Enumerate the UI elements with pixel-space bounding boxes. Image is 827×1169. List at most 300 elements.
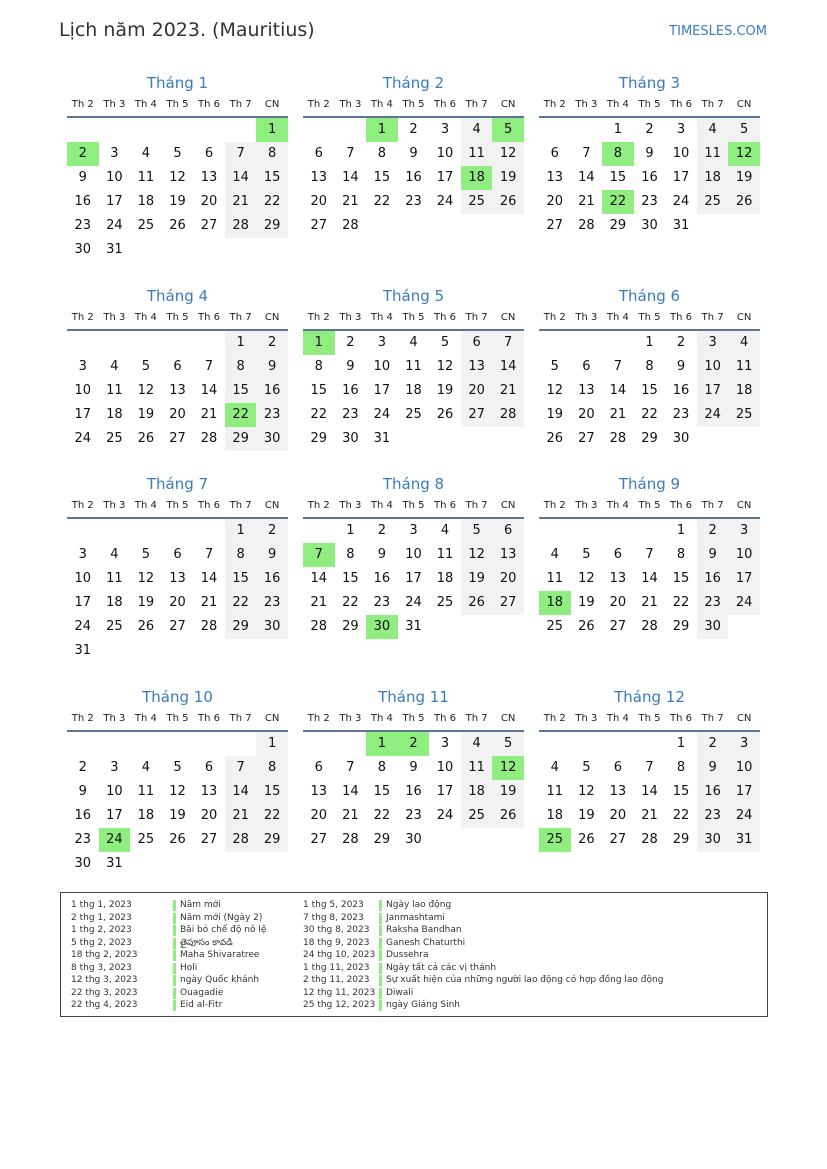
- day-cell[interactable]: 17: [74, 407, 92, 422]
- day-cell[interactable]: 23: [672, 407, 690, 422]
- day-cell[interactable]: 24: [74, 431, 92, 446]
- day-cell[interactable]: 8: [314, 359, 323, 374]
- day-cell[interactable]: 2: [256, 331, 288, 355]
- day-cell[interactable]: 2: [645, 122, 654, 137]
- day-cell[interactable]: 4: [409, 335, 418, 350]
- day-cell[interactable]: 7: [225, 142, 257, 166]
- day-cell[interactable]: 16: [373, 571, 391, 586]
- day-cell[interactable]: 11: [436, 547, 454, 562]
- day-cell[interactable]: 19: [492, 166, 524, 190]
- day-cell[interactable]: 24: [436, 808, 454, 823]
- day-cell[interactable]: 11: [405, 359, 422, 374]
- day-cell[interactable]: 30: [405, 832, 422, 847]
- day-cell[interactable]: 11: [461, 756, 493, 780]
- day-cell[interactable]: 5: [728, 118, 760, 142]
- day-cell[interactable]: 5: [141, 547, 151, 562]
- day-cell[interactable]: 17: [436, 170, 454, 185]
- day-cell[interactable]: 19: [169, 808, 186, 823]
- day-cell[interactable]: 6: [582, 359, 591, 374]
- day-cell[interactable]: 22: [373, 194, 391, 209]
- day-cell[interactable]: 2: [256, 519, 288, 543]
- day-cell[interactable]: 21: [225, 190, 257, 214]
- day-cell[interactable]: 6: [173, 359, 182, 374]
- day-cell[interactable]: 12: [137, 383, 155, 398]
- day-cell[interactable]: 2: [697, 519, 729, 543]
- day-cell[interactable]: 14: [609, 383, 627, 398]
- day-cell[interactable]: 20: [200, 808, 218, 823]
- day-cell[interactable]: 4: [728, 331, 760, 355]
- day-cell[interactable]: 13: [546, 170, 564, 185]
- day-cell[interactable]: 6: [550, 146, 559, 161]
- day-cell[interactable]: 18: [436, 571, 454, 586]
- day-cell[interactable]: 21: [342, 194, 359, 209]
- day-cell[interactable]: 5: [141, 359, 151, 374]
- holiday-day-cell[interactable]: 30: [366, 615, 398, 639]
- day-cell[interactable]: 3: [440, 122, 450, 137]
- day-cell[interactable]: 21: [578, 194, 595, 209]
- day-cell[interactable]: 27: [169, 619, 186, 634]
- day-cell[interactable]: 31: [74, 643, 92, 658]
- day-cell[interactable]: 21: [609, 407, 627, 422]
- day-cell[interactable]: 6: [492, 519, 524, 543]
- holiday-day-cell[interactable]: 1: [366, 118, 398, 142]
- day-cell[interactable]: 16: [697, 780, 729, 804]
- day-cell[interactable]: 10: [74, 383, 92, 398]
- day-cell[interactable]: 21: [225, 804, 257, 828]
- day-cell[interactable]: 15: [256, 166, 288, 190]
- day-cell[interactable]: 18: [697, 166, 729, 190]
- holiday-day-cell[interactable]: 5: [492, 118, 524, 142]
- day-cell[interactable]: 8: [377, 146, 387, 161]
- day-cell[interactable]: 12: [578, 784, 595, 799]
- day-cell[interactable]: 31: [106, 856, 123, 871]
- day-cell[interactable]: 10: [728, 543, 760, 567]
- holiday-day-cell[interactable]: 1: [303, 331, 335, 355]
- day-cell[interactable]: 25: [405, 407, 422, 422]
- day-cell[interactable]: 6: [461, 331, 493, 355]
- day-cell[interactable]: 8: [377, 760, 387, 775]
- day-cell[interactable]: 18: [546, 808, 564, 823]
- day-cell[interactable]: 15: [672, 571, 690, 586]
- day-cell[interactable]: 17: [373, 383, 391, 398]
- day-cell[interactable]: 14: [492, 355, 524, 379]
- day-cell[interactable]: 19: [137, 595, 155, 610]
- day-cell[interactable]: 4: [141, 760, 151, 775]
- day-cell[interactable]: 26: [492, 804, 524, 828]
- holiday-day-cell[interactable]: 2: [67, 142, 99, 166]
- day-cell[interactable]: 11: [546, 571, 564, 586]
- day-cell[interactable]: 5: [461, 519, 493, 543]
- day-cell[interactable]: 20: [169, 595, 186, 610]
- day-cell[interactable]: 15: [225, 379, 257, 403]
- day-cell[interactable]: 14: [200, 571, 218, 586]
- day-cell[interactable]: 24: [436, 194, 454, 209]
- day-cell[interactable]: 20: [546, 194, 564, 209]
- day-cell[interactable]: 13: [200, 170, 218, 185]
- day-cell[interactable]: 29: [310, 431, 328, 446]
- day-cell[interactable]: 23: [405, 194, 422, 209]
- day-cell[interactable]: 10: [436, 760, 454, 775]
- holiday-day-cell[interactable]: 22: [602, 190, 634, 214]
- day-cell[interactable]: 8: [256, 756, 288, 780]
- day-cell[interactable]: 15: [373, 170, 391, 185]
- holiday-day-cell[interactable]: 18: [539, 591, 571, 615]
- day-cell[interactable]: 13: [310, 170, 328, 185]
- day-cell[interactable]: 16: [74, 194, 92, 209]
- day-cell[interactable]: 3: [110, 760, 119, 775]
- day-cell[interactable]: 7: [492, 331, 524, 355]
- day-cell[interactable]: 12: [546, 383, 564, 398]
- day-cell[interactable]: 23: [74, 218, 92, 233]
- day-cell[interactable]: 15: [373, 784, 391, 799]
- day-cell[interactable]: 19: [461, 567, 493, 591]
- day-cell[interactable]: 30: [256, 615, 288, 639]
- day-cell[interactable]: 24: [728, 804, 760, 828]
- day-cell[interactable]: 15: [641, 383, 658, 398]
- day-cell[interactable]: 7: [204, 359, 214, 374]
- day-cell[interactable]: 29: [641, 431, 658, 446]
- day-cell[interactable]: 3: [78, 359, 87, 374]
- day-cell[interactable]: 24: [106, 218, 123, 233]
- day-cell[interactable]: 10: [405, 547, 422, 562]
- day-cell[interactable]: 15: [609, 170, 627, 185]
- day-cell[interactable]: 8: [256, 142, 288, 166]
- day-cell[interactable]: 6: [314, 146, 323, 161]
- day-cell[interactable]: 21: [641, 595, 658, 610]
- day-cell[interactable]: 9: [697, 756, 729, 780]
- day-cell[interactable]: 1: [613, 122, 623, 137]
- day-cell[interactable]: 6: [613, 760, 623, 775]
- day-cell[interactable]: 4: [440, 523, 450, 538]
- day-cell[interactable]: 14: [641, 571, 658, 586]
- day-cell[interactable]: 3: [676, 122, 686, 137]
- day-cell[interactable]: 13: [461, 355, 493, 379]
- day-cell[interactable]: 13: [492, 543, 524, 567]
- day-cell[interactable]: 31: [373, 431, 391, 446]
- day-cell[interactable]: 10: [106, 170, 123, 185]
- day-cell[interactable]: 9: [676, 359, 686, 374]
- day-cell[interactable]: 5: [550, 359, 559, 374]
- day-cell[interactable]: 20: [609, 808, 627, 823]
- day-cell[interactable]: 20: [200, 194, 218, 209]
- holiday-day-cell[interactable]: 7: [303, 543, 335, 567]
- day-cell[interactable]: 4: [461, 118, 493, 142]
- day-cell[interactable]: 22: [310, 407, 328, 422]
- day-cell[interactable]: 3: [409, 523, 418, 538]
- day-cell[interactable]: 26: [578, 832, 595, 847]
- day-cell[interactable]: 14: [225, 780, 257, 804]
- day-cell[interactable]: 22: [373, 808, 391, 823]
- day-cell[interactable]: 24: [74, 619, 92, 634]
- day-cell[interactable]: 3: [110, 146, 119, 161]
- day-cell[interactable]: 28: [200, 431, 218, 446]
- day-cell[interactable]: 21: [200, 595, 218, 610]
- day-cell[interactable]: 12: [137, 571, 155, 586]
- day-cell[interactable]: 16: [342, 383, 359, 398]
- day-cell[interactable]: 15: [342, 571, 359, 586]
- day-cell[interactable]: 12: [578, 571, 595, 586]
- day-cell[interactable]: 14: [342, 170, 359, 185]
- day-cell[interactable]: 22: [672, 595, 690, 610]
- day-cell[interactable]: 27: [578, 431, 595, 446]
- day-cell[interactable]: 30: [74, 242, 92, 257]
- day-cell[interactable]: 9: [346, 359, 355, 374]
- day-cell[interactable]: 11: [728, 355, 760, 379]
- day-cell[interactable]: 29: [225, 615, 257, 639]
- day-cell[interactable]: 12: [169, 784, 186, 799]
- day-cell[interactable]: 12: [492, 142, 524, 166]
- day-cell[interactable]: 29: [225, 427, 257, 451]
- day-cell[interactable]: 2: [676, 335, 686, 350]
- day-cell[interactable]: 17: [74, 595, 92, 610]
- day-cell[interactable]: 13: [609, 784, 627, 799]
- day-cell[interactable]: 21: [641, 808, 658, 823]
- day-cell[interactable]: 21: [342, 808, 359, 823]
- day-cell[interactable]: 13: [578, 383, 595, 398]
- day-cell[interactable]: 9: [256, 543, 288, 567]
- day-cell[interactable]: 19: [546, 407, 564, 422]
- day-cell[interactable]: 27: [609, 619, 627, 634]
- day-cell[interactable]: 29: [373, 832, 391, 847]
- day-cell[interactable]: 23: [697, 804, 729, 828]
- day-cell[interactable]: 19: [492, 780, 524, 804]
- holiday-day-cell[interactable]: 22: [225, 403, 257, 427]
- day-cell[interactable]: 4: [110, 547, 119, 562]
- day-cell[interactable]: 11: [137, 784, 155, 799]
- day-cell[interactable]: 11: [137, 170, 155, 185]
- day-cell[interactable]: 28: [578, 218, 595, 233]
- day-cell[interactable]: 27: [200, 832, 218, 847]
- day-cell[interactable]: 22: [342, 595, 359, 610]
- holiday-day-cell[interactable]: 2: [398, 732, 430, 756]
- day-cell[interactable]: 8: [346, 547, 355, 562]
- day-cell[interactable]: 13: [310, 784, 328, 799]
- day-cell[interactable]: 18: [137, 194, 155, 209]
- day-cell[interactable]: 18: [461, 780, 493, 804]
- day-cell[interactable]: 17: [697, 379, 729, 403]
- day-cell[interactable]: 28: [641, 832, 658, 847]
- day-cell[interactable]: 30: [74, 856, 92, 871]
- day-cell[interactable]: 28: [342, 218, 359, 233]
- day-cell[interactable]: 17: [436, 784, 454, 799]
- day-cell[interactable]: 10: [74, 571, 92, 586]
- day-cell[interactable]: 5: [492, 732, 524, 756]
- day-cell[interactable]: 16: [405, 784, 422, 799]
- day-cell[interactable]: 30: [256, 427, 288, 451]
- day-cell[interactable]: 2: [377, 523, 387, 538]
- day-cell[interactable]: 17: [728, 567, 760, 591]
- day-cell[interactable]: 18: [137, 808, 155, 823]
- day-cell[interactable]: 5: [440, 335, 450, 350]
- day-cell[interactable]: 25: [697, 190, 729, 214]
- day-cell[interactable]: 17: [106, 808, 123, 823]
- day-cell[interactable]: 19: [578, 808, 595, 823]
- day-cell[interactable]: 15: [310, 383, 328, 398]
- day-cell[interactable]: 26: [461, 591, 493, 615]
- day-cell[interactable]: 30: [697, 615, 729, 639]
- day-cell[interactable]: 26: [578, 619, 595, 634]
- day-cell[interactable]: 29: [256, 214, 288, 238]
- day-cell[interactable]: 15: [672, 784, 690, 799]
- day-cell[interactable]: 11: [546, 784, 564, 799]
- day-cell[interactable]: 14: [578, 170, 595, 185]
- day-cell[interactable]: 26: [728, 190, 760, 214]
- day-cell[interactable]: 29: [342, 619, 359, 634]
- day-cell[interactable]: 24: [672, 194, 690, 209]
- day-cell[interactable]: 27: [310, 832, 328, 847]
- day-cell[interactable]: 1: [676, 736, 686, 751]
- day-cell[interactable]: 28: [200, 619, 218, 634]
- day-cell[interactable]: 8: [645, 359, 654, 374]
- day-cell[interactable]: 16: [672, 383, 690, 398]
- day-cell[interactable]: 16: [405, 170, 422, 185]
- day-cell[interactable]: 18: [405, 383, 422, 398]
- day-cell[interactable]: 19: [728, 166, 760, 190]
- day-cell[interactable]: 10: [697, 355, 729, 379]
- day-cell[interactable]: 23: [256, 591, 288, 615]
- day-cell[interactable]: 19: [169, 194, 186, 209]
- day-cell[interactable]: 26: [169, 218, 186, 233]
- day-cell[interactable]: 7: [346, 146, 355, 161]
- day-cell[interactable]: 16: [697, 567, 729, 591]
- day-cell[interactable]: 28: [225, 828, 257, 852]
- day-cell[interactable]: 4: [141, 146, 151, 161]
- day-cell[interactable]: 15: [225, 567, 257, 591]
- day-cell[interactable]: 24: [405, 595, 422, 610]
- day-cell[interactable]: 29: [672, 832, 690, 847]
- day-cell[interactable]: 30: [697, 828, 729, 852]
- day-cell[interactable]: 14: [225, 166, 257, 190]
- day-cell[interactable]: 28: [342, 832, 359, 847]
- day-cell[interactable]: 9: [256, 355, 288, 379]
- day-cell[interactable]: 4: [550, 760, 559, 775]
- day-cell[interactable]: 16: [256, 567, 288, 591]
- day-cell[interactable]: 14: [342, 784, 359, 799]
- holiday-day-cell[interactable]: 25: [539, 828, 571, 852]
- day-cell[interactable]: 18: [106, 407, 123, 422]
- day-cell[interactable]: 6: [204, 146, 214, 161]
- holiday-day-cell[interactable]: 1: [256, 118, 288, 142]
- day-cell[interactable]: 4: [697, 118, 729, 142]
- day-cell[interactable]: 27: [609, 832, 627, 847]
- day-cell[interactable]: 21: [310, 595, 328, 610]
- day-cell[interactable]: 20: [461, 379, 493, 403]
- day-cell[interactable]: 1: [676, 523, 686, 538]
- day-cell[interactable]: 14: [641, 784, 658, 799]
- day-cell[interactable]: 11: [106, 383, 123, 398]
- day-cell[interactable]: 20: [609, 595, 627, 610]
- day-cell[interactable]: 10: [672, 146, 690, 161]
- day-cell[interactable]: 8: [676, 760, 686, 775]
- day-cell[interactable]: 8: [225, 543, 257, 567]
- holiday-day-cell[interactable]: 18: [461, 166, 493, 190]
- day-cell[interactable]: 7: [225, 756, 257, 780]
- day-cell[interactable]: 20: [492, 567, 524, 591]
- day-cell[interactable]: 18: [106, 595, 123, 610]
- day-cell[interactable]: 30: [641, 218, 658, 233]
- day-cell[interactable]: 8: [225, 355, 257, 379]
- day-cell[interactable]: 13: [200, 784, 218, 799]
- day-cell[interactable]: 21: [200, 407, 218, 422]
- day-cell[interactable]: 5: [173, 760, 182, 775]
- day-cell[interactable]: 10: [728, 756, 760, 780]
- day-cell[interactable]: 25: [106, 619, 123, 634]
- day-cell[interactable]: 21: [492, 379, 524, 403]
- day-cell[interactable]: 6: [204, 760, 214, 775]
- day-cell[interactable]: 2: [78, 760, 87, 775]
- day-cell[interactable]: 23: [74, 832, 92, 847]
- day-cell[interactable]: 22: [225, 591, 257, 615]
- day-cell[interactable]: 7: [582, 146, 591, 161]
- day-cell[interactable]: 16: [641, 170, 658, 185]
- day-cell[interactable]: 7: [645, 547, 654, 562]
- day-cell[interactable]: 3: [728, 732, 760, 756]
- day-cell[interactable]: 4: [110, 359, 119, 374]
- day-cell[interactable]: 14: [200, 383, 218, 398]
- day-cell[interactable]: 26: [137, 619, 155, 634]
- day-cell[interactable]: 23: [405, 808, 422, 823]
- day-cell[interactable]: 9: [78, 784, 87, 799]
- day-cell[interactable]: 20: [310, 808, 328, 823]
- day-cell[interactable]: 12: [169, 170, 186, 185]
- day-cell[interactable]: 27: [200, 218, 218, 233]
- day-cell[interactable]: 18: [728, 379, 760, 403]
- day-cell[interactable]: 16: [74, 808, 92, 823]
- day-cell[interactable]: 28: [641, 619, 658, 634]
- day-cell[interactable]: 19: [578, 595, 595, 610]
- day-cell[interactable]: 17: [106, 194, 123, 209]
- day-cell[interactable]: 24: [373, 407, 391, 422]
- day-cell[interactable]: 25: [728, 403, 760, 427]
- day-cell[interactable]: 3: [78, 547, 87, 562]
- day-cell[interactable]: 25: [137, 218, 155, 233]
- day-cell[interactable]: 20: [169, 407, 186, 422]
- day-cell[interactable]: 25: [461, 190, 493, 214]
- day-cell[interactable]: 1: [225, 519, 257, 543]
- day-cell[interactable]: 23: [697, 591, 729, 615]
- day-cell[interactable]: 26: [436, 407, 454, 422]
- day-cell[interactable]: 29: [609, 218, 627, 233]
- day-cell[interactable]: 5: [582, 760, 591, 775]
- day-cell[interactable]: 26: [492, 190, 524, 214]
- day-cell[interactable]: 10: [436, 146, 454, 161]
- day-cell[interactable]: 8: [676, 547, 686, 562]
- holiday-day-cell[interactable]: 1: [366, 732, 398, 756]
- day-cell[interactable]: 23: [342, 407, 359, 422]
- day-cell[interactable]: 9: [409, 760, 418, 775]
- day-cell[interactable]: 5: [582, 547, 591, 562]
- day-cell[interactable]: 13: [169, 383, 186, 398]
- day-cell[interactable]: 28: [310, 619, 328, 634]
- holiday-day-cell[interactable]: 12: [492, 756, 524, 780]
- day-cell[interactable]: 12: [461, 543, 493, 567]
- day-cell[interactable]: 26: [546, 431, 564, 446]
- holiday-day-cell[interactable]: 8: [602, 142, 634, 166]
- day-cell[interactable]: 7: [613, 359, 623, 374]
- day-cell[interactable]: 23: [256, 403, 288, 427]
- day-cell[interactable]: 22: [256, 804, 288, 828]
- day-cell[interactable]: 25: [436, 595, 454, 610]
- day-cell[interactable]: 1: [225, 331, 257, 355]
- day-cell[interactable]: 19: [436, 383, 454, 398]
- day-cell[interactable]: 25: [461, 804, 493, 828]
- day-cell[interactable]: 9: [645, 146, 654, 161]
- day-cell[interactable]: 27: [492, 591, 524, 615]
- day-cell[interactable]: 5: [173, 146, 182, 161]
- day-cell[interactable]: 9: [409, 146, 418, 161]
- day-cell[interactable]: 7: [346, 760, 355, 775]
- day-cell[interactable]: 3: [440, 736, 450, 751]
